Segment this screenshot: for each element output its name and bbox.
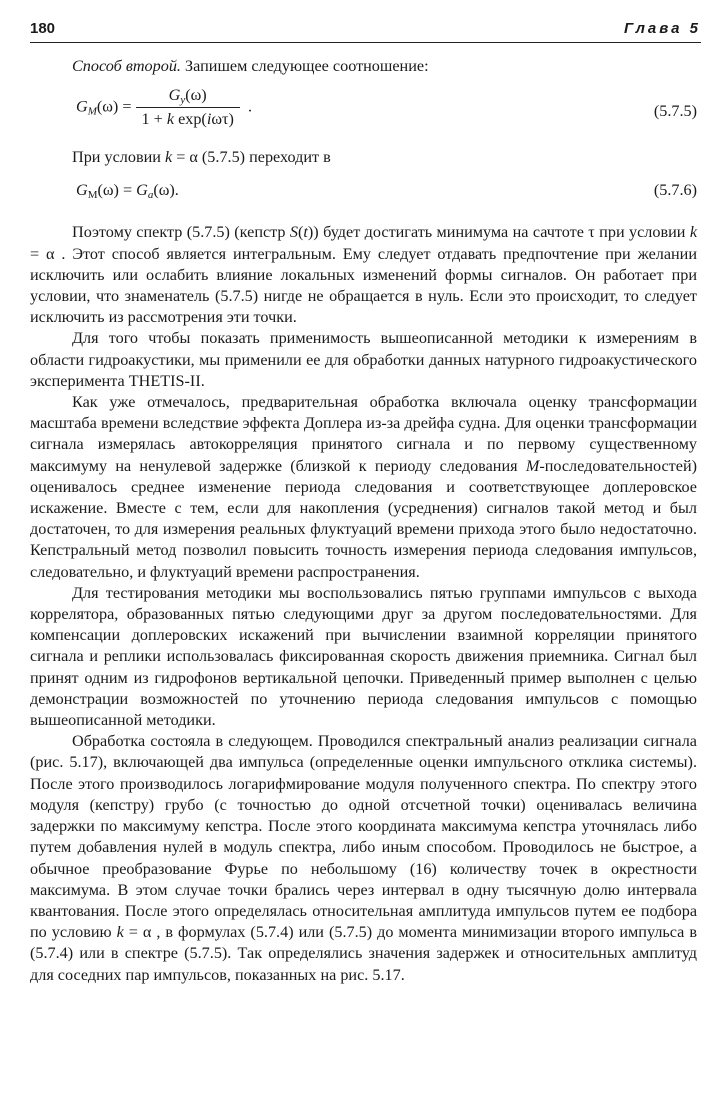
- eq2-lhs: G: [76, 181, 88, 200]
- para1-d: = α . Этот способ является интегральным. Ему следует отдавать предпочтение при желании исключить или ослабить влияние локальных изменений формы сигналов. Он работает при условии, что знаменатель (5.7.5) нигде не обращается в нуль. Если это происходит, то следует исключить из рассмотрения эти точки.: [30, 244, 697, 327]
- page-number: 180: [30, 20, 56, 37]
- eq1-num-sub: y: [180, 94, 186, 107]
- para3-b: -последовательностей) оценивалось среднее изменение периода следования и соответствующее доплеровское искажение. Вместе с тем, если для накопления (усреднения) сигналов такой метод и был достаточен, то для измерения реальных флуктуаций времени прихода этого было недостаточно. Кепстральный метод позволил повысить точность измерения периода следования импульсов, следовательно, и флуктуаций времени распространения.: [30, 456, 697, 581]
- paragraph-5: [30, 731, 697, 985]
- intro-line: [30, 56, 697, 77]
- paragraph-2: Для того чтобы показать применимость вышеописанной методики к измерениям в области гидроакустики, мы применили ее для обработки данных натурного гидроакустического эксперимента THETIS-II.: [30, 329, 697, 390]
- eq1-den-k: k: [166, 110, 175, 129]
- body-text: [30, 56, 697, 986]
- eq1-den-wt: ωτ): [211, 110, 234, 129]
- intro-text: Запишем следующее соотношение:: [180, 57, 429, 75]
- eq1-num-arg: (ω): [185, 86, 207, 105]
- header-rule: [30, 42, 701, 43]
- equation-5-7-5: [30, 85, 697, 137]
- equation-body-2: [76, 180, 179, 201]
- running-header: [30, 20, 701, 42]
- eq1-lhs: G: [76, 97, 88, 116]
- para1-k: k: [689, 223, 697, 242]
- paragraph-4: Для тестирования методики мы воспользовались пятью группами импульсов с выхода коррелятора, образованных пятью следующими друг за другом последовательностями. Для компенсации доплеровских искажений при вычислении взаимной корреляции принятого сигнала и реплики использовалась фиксированная скорость движения приемника. Сигнал был принят одним из гидрофонов вертикальной цепочки. Приведенный пример выполнен с целью демонстрации возможностей по уточнению периода следования импульсов с помощью вышеописанной методики.: [30, 583, 697, 730]
- eq1-num-g: G: [168, 86, 181, 105]
- para1-s: S: [289, 223, 299, 242]
- condition-line: [30, 147, 697, 168]
- cond-eq: = α (5.7.5) переходит в: [172, 148, 331, 167]
- equation-number-2: (5.7.6): [653, 181, 697, 200]
- cond-pre: При условии: [72, 148, 165, 167]
- eq2-rhs: G: [136, 181, 148, 200]
- eq1-lhs-sub: M: [87, 105, 97, 118]
- para1-t: t: [303, 223, 308, 242]
- eq2-lhs-sub: M: [87, 189, 98, 202]
- para1-c: )) будет достигать минимума на сачтоте τ при условии: [307, 223, 690, 242]
- paragraph-1: [30, 222, 697, 328]
- para5-a: Обработка состояла в следующем. Проводился спектральный анализ реализации сигнала (рис. 5.17), включающей два импульса (определенные оценки импульсного отклика системы). После этого производилось логарифмирование модуля полученного спектра. По спектру этого модуля (кепстру) грубо (с точностью до одной отсчетной точки) оценивалась величина задержки по максимуму кепстра. После этого координата максимума кепстра уточнялась либо путем добавления нулей в модуль спектра, либо иным способом. Проводилось не быстрое, а обычное преобразование Фурье по небольшому (16) количеству точек в окрестности максимума. В этом случае точки брались через интервал в одну тысячную долю интервала квантования. После этого определялась относительная амплитуда импульсов путем ее подбора по условию: [30, 732, 697, 942]
- eq1-den-i: i: [206, 110, 212, 129]
- para3-a: Как уже отмечалось, предварительная обработка включала оценку трансформации масштаба времени вследствие эффекта Доплера из-за дрейфа судна. Для оценки трансформации сигнала измерялась автокорреляция принятого сигнала и по первому существенному максимуму на ненулевой задержке (близкой к периоду следования: [30, 393, 697, 475]
- equation-number: (5.7.5): [653, 102, 697, 121]
- para1-a: Поэтому спектр (5.7.5) (кепстр: [72, 223, 290, 242]
- eq1-lhs-arg: (ω) =: [96, 97, 132, 116]
- para3-m: М: [525, 456, 540, 475]
- eq1-den-exp: exp(: [174, 110, 207, 129]
- eq1-numerator: [136, 85, 240, 108]
- paragraph-3: [30, 392, 697, 583]
- eq1-trail: .: [247, 97, 253, 116]
- eq2-rhs-arg: (ω).: [153, 181, 179, 200]
- para1-b: (: [298, 223, 304, 242]
- eq2-rhs-sub: a: [147, 189, 154, 202]
- equation-body: [76, 85, 252, 130]
- eq2-lhs-arg: (ω) =: [97, 181, 137, 200]
- eq1-fraction: [136, 85, 240, 130]
- intro-lead: Способ второй.: [72, 57, 181, 75]
- para5-b: = α , в формулах (5.7.4) или (5.7.5) до момента минимизации второго импульса в (5.7.4) или в спектре (5.7.5). Так определялись значения задержек и относительных амплитуд для соседних пар импульсов, показанных на рис. 5.17.: [30, 923, 697, 984]
- para5-k: k: [116, 923, 124, 942]
- cond-k: k: [164, 148, 173, 167]
- equation-5-7-6: [30, 172, 697, 208]
- chapter-title: Глава 5: [623, 20, 701, 37]
- eq1-den-one: 1 +: [141, 110, 167, 129]
- eq1-denominator: [136, 108, 240, 130]
